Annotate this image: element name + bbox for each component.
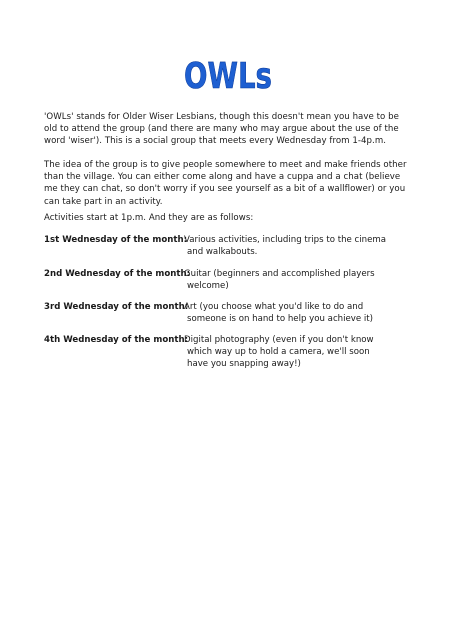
schedule-line: Various activities, including trips to the cinema [184, 235, 387, 245]
schedule-label: 4th Wednesday of the month: [44, 335, 189, 345]
schedule-description [184, 234, 414, 258]
schedule-description [184, 334, 414, 370]
schedule-label: 1st Wednesday of the month: [44, 235, 188, 245]
schedule-label: 3rd Wednesday of the month: [44, 302, 189, 312]
schedule-description [184, 301, 414, 325]
schedule-line: Guitar (beginners and accomplished players [184, 269, 375, 279]
schedule-line: have you snapping away!) [187, 359, 301, 369]
owls-logo [178, 50, 278, 100]
activities-intro: Activities start at 1p.m. And they are as follows: [44, 213, 254, 223]
schedule-line: and walkabouts. [187, 247, 258, 257]
schedule-description [184, 268, 414, 292]
logo-title: OWLs [184, 56, 272, 97]
schedule-label: 2nd Wednesday of the month: [44, 269, 191, 279]
intro-paragraph: 'OWLs' stands for Older Wiser Lesbians, though this doesn't mean you have to be old to attend the group (and there are many who may argue about the use of the word 'wiser'). This is a social group that meets every Wednesday from 1-4p.m. [44, 112, 399, 147]
purpose-paragraph: The idea of the group is to give people somewhere to meet and make friends other than the village. You can either come along and have a cuppa and a chat (believe me they can chat, so don't worry if you see yourself as a bit of a wallflower) or you can take part in an activity. [44, 160, 407, 207]
schedule-line: Digital photography (even if you don't know [184, 335, 374, 345]
schedule-line: which way up to hold a camera, we'll soon [187, 347, 370, 357]
owls-logo-wordart [178, 50, 278, 100]
schedule-line: someone is on hand to help you achieve it) [187, 314, 374, 324]
schedule-line: welcome) [187, 281, 229, 291]
schedule-line: Art (you choose what you'd like to do and [184, 302, 364, 312]
